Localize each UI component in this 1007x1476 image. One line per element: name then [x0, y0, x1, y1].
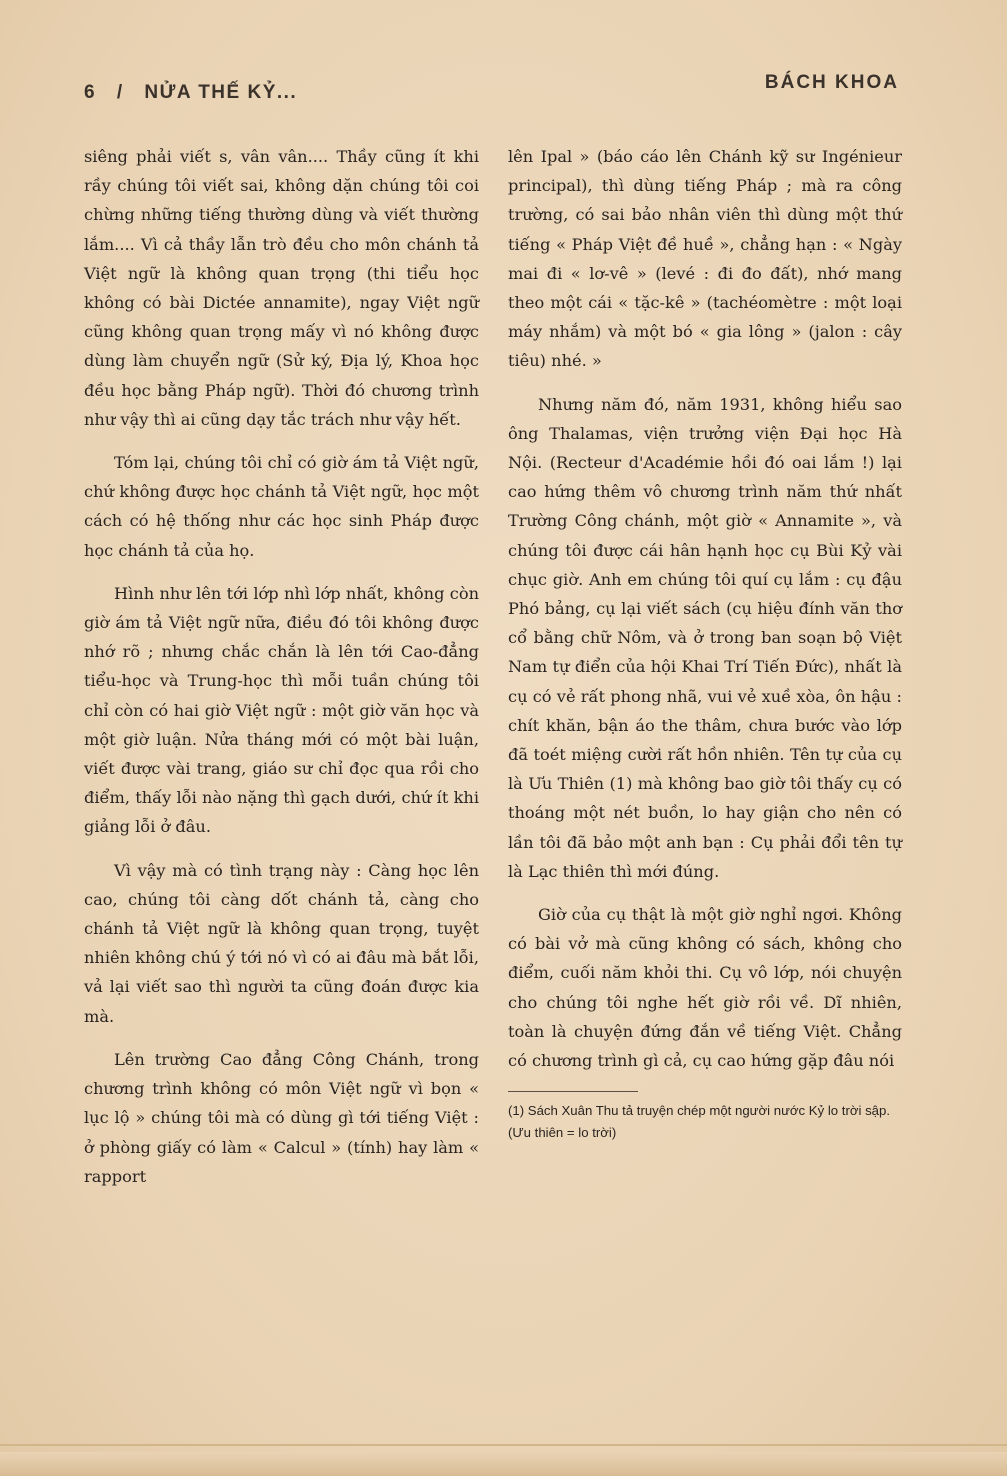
paragraph: lên Ipal » (báo cáo lên Chánh kỹ sư Ingénieur principal), thì dùng tiếng Pháp ; mà ra công trường, có sai bảo nhân viên thì dùng một thứ tiếng « Pháp Việt đề huề », chẳng hạn : « Ngày mai đi « lơ-vê » (levé : đi đo đất), nhớ mang theo một cái « tặc-kê » (tachéomètre : một loại máy nhắm) và một bó « gia lông » (jalon : cây tiêu) nhé. » — [508, 147, 902, 371]
header-left — [84, 82, 311, 104]
page-number: 6 — [84, 82, 97, 103]
footnote-divider — [508, 1091, 638, 1092]
page-bottom-edge — [0, 1452, 1007, 1476]
paragraph: Giờ của cụ thật là một giờ nghỉ ngơi. Không có bài vở mà cũng không có sách, không cho điểm, cuối năm khỏi thi. Cụ vô lớp, nói chuyện cho chúng tôi nghe hết giờ rồi về. Dĩ nhiên, toàn là chuyện đứng đắn về tiếng Việt. Chẳng có chương trình gì cả, cụ cao hứng gặp đâu nói — [508, 905, 902, 1071]
right-column — [508, 142, 902, 1158]
left-column — [84, 142, 479, 1205]
paragraph: siêng phải viết s, vân vân.... Thầy cũng ít khi rầy chúng tôi viết sai, không dặn chúng tôi coi chừng những tiếng thường dùng và viết thường lắm.... Vì cả thầy lẫn trò đều cho môn chánh tả Việt ngữ là không quan trọng (thi tiểu học không có bài Dictée annamite), ngay Việt ngữ cũng không quan trọng mấy vì nó không được dùng làm chuyển ngữ (Sử ký, Địa lý, Khoa học đều học bằng Pháp ngữ). Thời đó chương trình như vậy thì ai cũng dạy tắc trách như vậy hết. — [84, 147, 479, 429]
page-edge — [0, 1444, 1007, 1446]
paragraph: Lên trường Cao đẳng Công Chánh, trong chương trình không có môn Việt ngữ vì bọn « lục lộ » chúng tôi mà có dùng gì tới tiếng Việt : ở phòng giấy có làm « Calcul » (tính) hay làm « rapport — [84, 1049, 479, 1186]
section-title: NỬA THẾ KỶ... — [144, 82, 298, 103]
magazine-title: BÁCH KHOA — [764, 72, 899, 93]
paragraph: Vì vậy mà có tình trạng này : Càng học lên cao, chúng tôi càng dốt chánh tả, càng cho chánh tả Việt ngữ là không quan trọng, tuyệt nhiên không chú ý tới nó vì có ai đâu mà bắt lỗi, vả lại viết sao thì người ta cũng đoán được kia mà. — [84, 860, 479, 1026]
page-header — [84, 72, 899, 108]
header-separator: / — [116, 82, 124, 103]
footnote: (1) Sách Xuân Thu tả truyện chép một người nước Kỷ lo trời sập. (Ưu thiên = lo trời) — [508, 1103, 891, 1141]
paragraph: Tóm lại, chúng tôi chỉ có giờ ám tả Việt ngữ, chứ không được học chánh tả Việt ngữ, học một cách có hệ thống như các học sinh Pháp được học chánh tả của họ. — [84, 453, 479, 560]
paragraph: Nhưng năm đó, năm 1931, không hiểu sao ông Thalamas, viện trưởng viện Đại học Hà Nội. (Recteur d'Académie hồi đó oai lắm !) lại cao hứng thêm vô chương trình năm thứ nhất Trường Công chánh, một giờ « Annamite », và chúng tôi được cái hân hạnh học cụ Bùi Kỷ vài chục giờ. Anh em chúng tôi quí cụ lắm : cụ đậu Phó bảng, cụ lại viết sách (cụ hiệu đính văn thơ cổ bằng chữ Nôm, và ở trong ban soạn bộ Việt Nam tự điển của hội Khai Trí Tiến Đức), nhất là cụ có vẻ rất phong nhã, vui vẻ xuề xòa, ôn hậu : chít khăn, bận áo the thâm, chưa bước vào lớp đã toét miệng cười rất hồn nhiên. Tên tự của cụ là Ưu Thiên (1) mà không bao giờ tôi thấy cụ có thoáng một nét buồn, lo hay giận cho nên có lần tôi đã bảo một anh bạn : Cụ phải đổi tên tự là Lạc thiên thì mới đúng. — [508, 394, 902, 881]
paragraph: Hình như lên tới lớp nhì lớp nhất, không còn giờ ám tả Việt ngữ nữa, điều đó tôi không được nhớ rõ ; nhưng chắc chắn là lên tới Cao-đẳng tiểu-học và Trung-học thì mỗi tuần chúng tôi chỉ còn có hai giờ Việt ngữ : một giờ văn học và một giờ luận. Nửa tháng mới có một bài luận, viết được vài trang, giáo sư chỉ đọc qua rồi cho điểm, thấy lỗi nào nặng thì gạch dưới, chứ ít khi giảng lỗi ở đâu. — [84, 583, 479, 837]
